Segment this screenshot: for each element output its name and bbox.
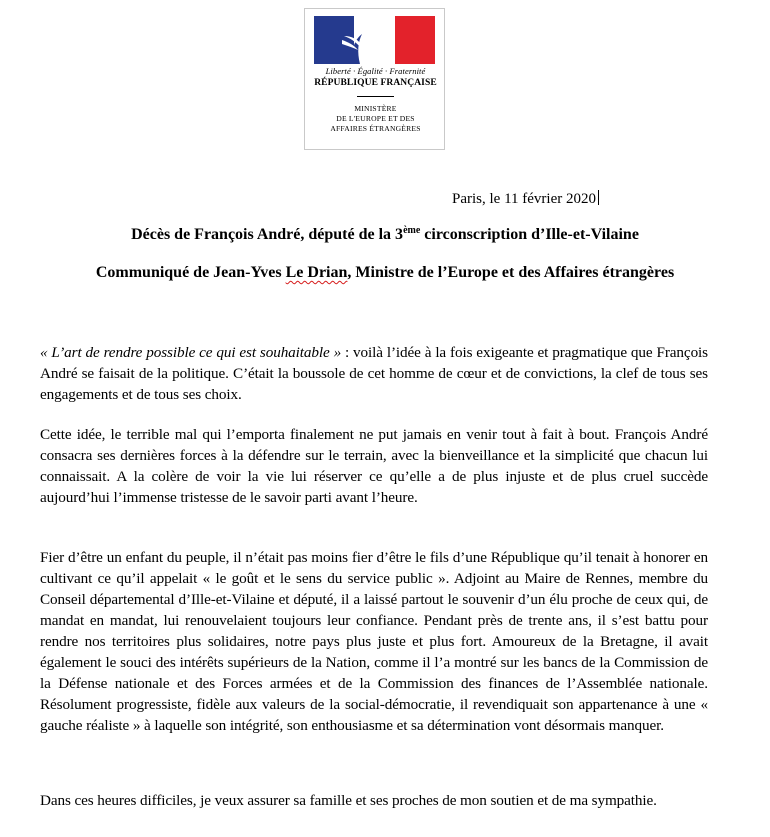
ministry-name (305, 104, 446, 134)
paragraph-1 (40, 342, 708, 405)
title-superscript: ème (403, 225, 421, 236)
paragraph-3: Fier d’être un enfant du peuple, il n’était pas moins fier d’être le fils d’une République qu’il tenait à honorer en cultivant ce qu’il appelait « le goût et le sens du service public ». Adjoint au Maire de Rennes, membre du Conseil départemental d’Ille-et-Vilaine et député, il a laissé partout le souvenir d’un élu proche de ceux qui, de mandat en mandat, lui renouvelaient toujours leur confiance. Pendant près de trente ans, il s’est battu pour rendre nos territoires plus solidaires, notre pays plus juste et plus fort. Amoureux de la Bretagne, il avait également le souci des intérêts supérieurs de la Nation, comme il l’a montré sur les bancs de la Commission de la Défense nationale et des Forces armées et de la Commission des finances de l’Assemblée nationale. Résolument progressiste, fidèle aux valeurs de la social-démocratie, il revendiquait son appartenance à une « gauche réaliste » à laquelle son intégrité, son enthousiasme et sa détermination vont désormais manquer. (40, 549, 708, 734)
text-cursor (598, 190, 599, 205)
logo-divider (357, 96, 394, 97)
title-part-2: circonscription d’Ille-et-Vilaine (420, 226, 639, 243)
ministry-line-3: AFFAIRES ÉTRANGÈRES (330, 124, 421, 133)
spellcheck-flagged-word: Le Drian (285, 264, 348, 281)
paragraph-1-text: : voilà l’idée à la fois exigeante et pragmatique que François André se faisait de la politique. C’était la boussole de cet homme de cœur et de convictions, la clef de tous ses engagements et de tous ses choix. (40, 344, 708, 403)
press-release-subtitle (0, 264, 770, 282)
subtitle-part-1: Communiqué de Jean-Yves (95, 264, 286, 281)
republic-motto: Liberté · Égalité · Fraternité (325, 66, 426, 76)
dateline (452, 190, 599, 208)
subtitle-part-2: , Ministre de l’Europe et des Affaires étrangères (347, 264, 675, 281)
paragraph-2: Cette idée, le terrible mal qui l’emporta finalement ne put jamais en venir tout à fait à bout. François André consacra ses dernières forces à la défendre sur le terrain, avec la bienveillance et la simplicité que chacun lui connaissait. A la colère de voir la vie lui réserver ce qu’elle a de plus injuste et de plus cruel succède aujourd’hui l’immense tristesse de le savoir parti avant l’heure. (40, 426, 708, 506)
ministry-line-2: DE L'EUROPE ET DES (336, 114, 415, 123)
title-part-1: Décès de François André, député de la 3 (131, 226, 404, 243)
ministry-logo (304, 8, 445, 150)
ministry-line-1: MINISTÈRE (354, 104, 397, 113)
republic-name: RÉPUBLIQUE FRANÇAISE (314, 78, 437, 88)
marianne-flag-icon (314, 16, 435, 64)
paragraph-1-quote: « L’art de rendre possible ce qui est souhaitable » (40, 344, 342, 361)
dateline-text: Paris, le 11 février 2020 (452, 191, 596, 207)
paragraph-4: Dans ces heures difficiles, je veux assurer sa famille et ses proches de mon soutien et de ma sympathie. (40, 792, 657, 809)
press-release-title (0, 226, 770, 244)
